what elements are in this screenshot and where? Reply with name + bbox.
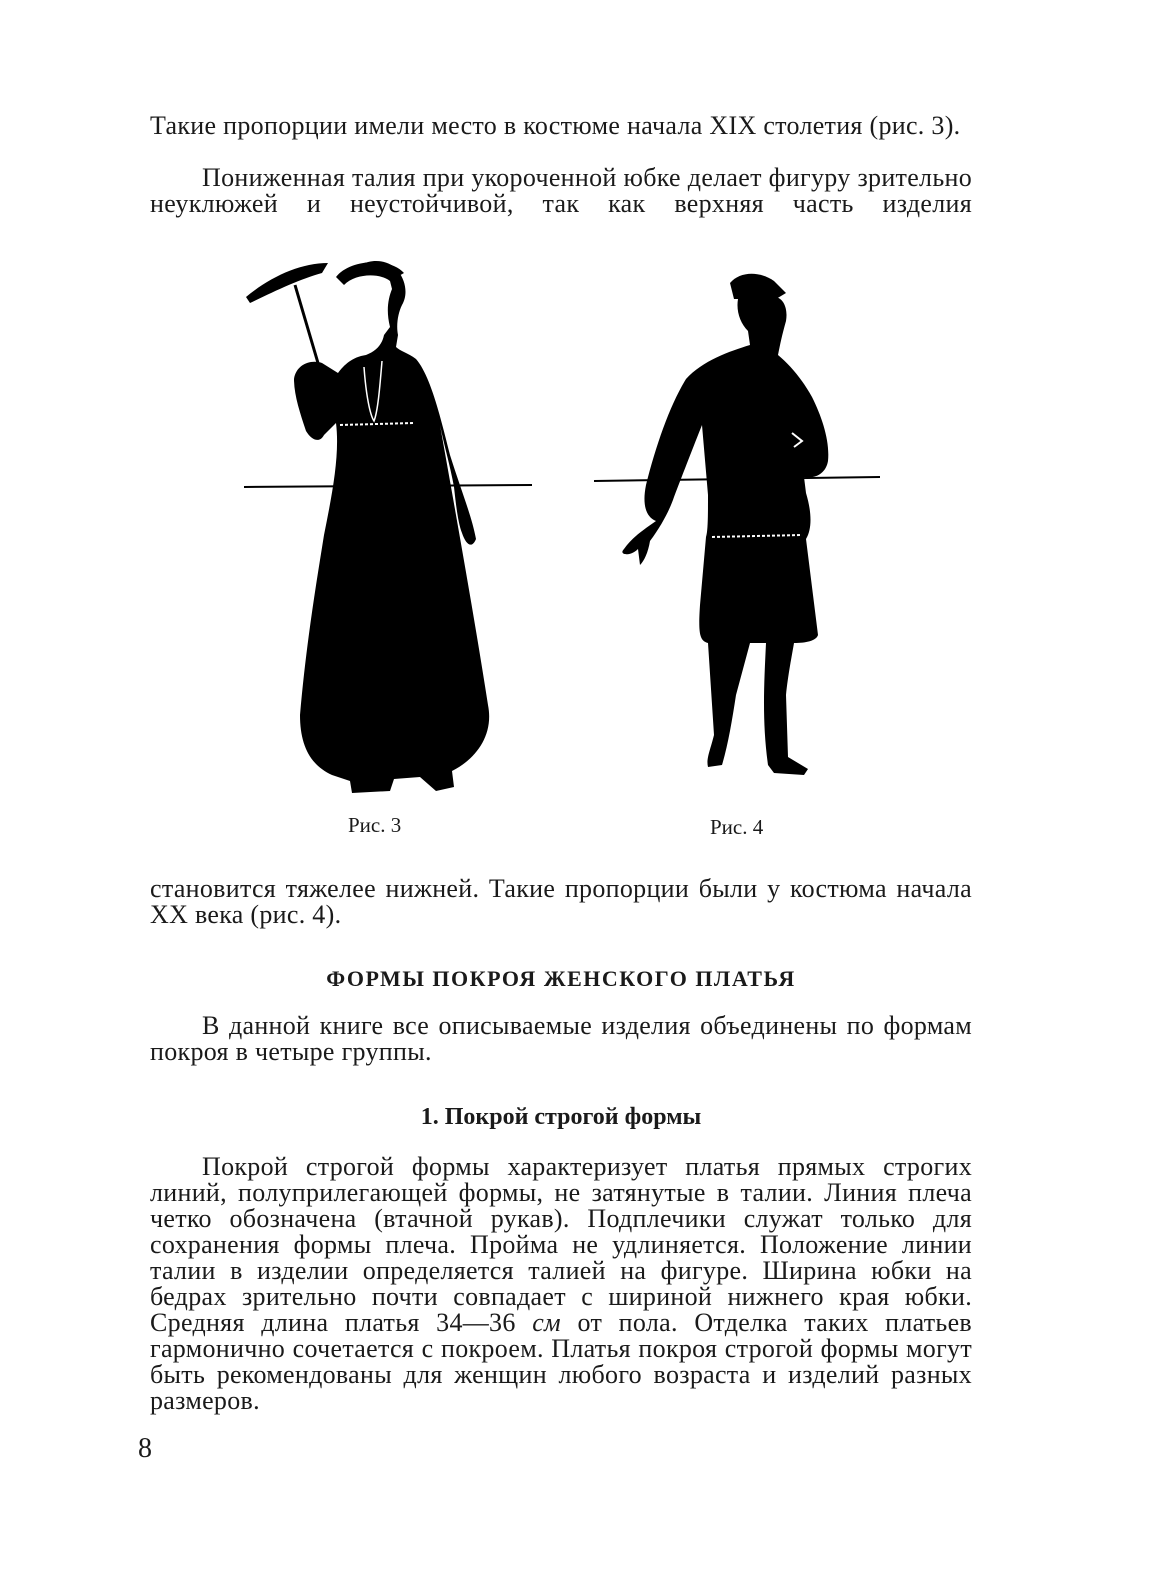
figure-3-caption: Рис. 3 <box>348 813 402 837</box>
figure-4-silhouette <box>590 265 890 815</box>
paragraph-2-end: становится тяжелее нижней. Такие пропорции были у костюма начала XX века (рис. 4). <box>150 874 972 929</box>
subsection-heading: 1. Покрой строгой формы <box>420 1104 702 1130</box>
subsection-body-end: от пола. Отделка таких платьев гармонично сочетается с покроем. Платья покроя строгой формы могут быть рекомендованы для женщин любого возраста и изделий разных размеров. <box>150 1308 972 1415</box>
section-heading: ФОРМЫ ПОКРОЯ ЖЕНСКОГО ПЛАТЬЯ <box>326 966 796 991</box>
figure-4-caption: Рис. 4 <box>710 815 764 839</box>
woman-body <box>294 261 489 793</box>
section-intro: В данной книге все описываемые изделия объединены по формам покроя в четыре группы. <box>150 1011 972 1066</box>
unit-cm: см <box>532 1308 561 1337</box>
figure-3-silhouette <box>240 255 540 815</box>
page-number: 8 <box>138 1433 152 1464</box>
paragraph-2-start: Пониженная талия при укороченной юбке делает фигуру зрительно неуклюжей и неустойчивой, так как верхняя часть изделия <box>150 163 972 218</box>
subsection-body <box>150 1154 972 1414</box>
parasol-handle <box>295 285 318 363</box>
hat <box>730 274 786 299</box>
parasol-canopy <box>246 263 328 303</box>
intro-paragraph: Такие пропорции имели место в костюме начала XIX столетия (рис. 3). <box>150 111 961 140</box>
subsection-body-text: Покрой строгой формы характеризует платья прямых строгих линий, полуприлегающей формы, не затянутые в талии. Линия плеча четко обозначена (втачной рукав). Подплечики служат только для сохранения формы плеча. Пройма не удлиняется. Положение линии талии в изделии определяется талией на фигуре. Ширина юбки на бедрах зрительно почти совпадает с шириной нижнего края юбки. Средняя длина платья 34—36 <box>150 1152 972 1337</box>
